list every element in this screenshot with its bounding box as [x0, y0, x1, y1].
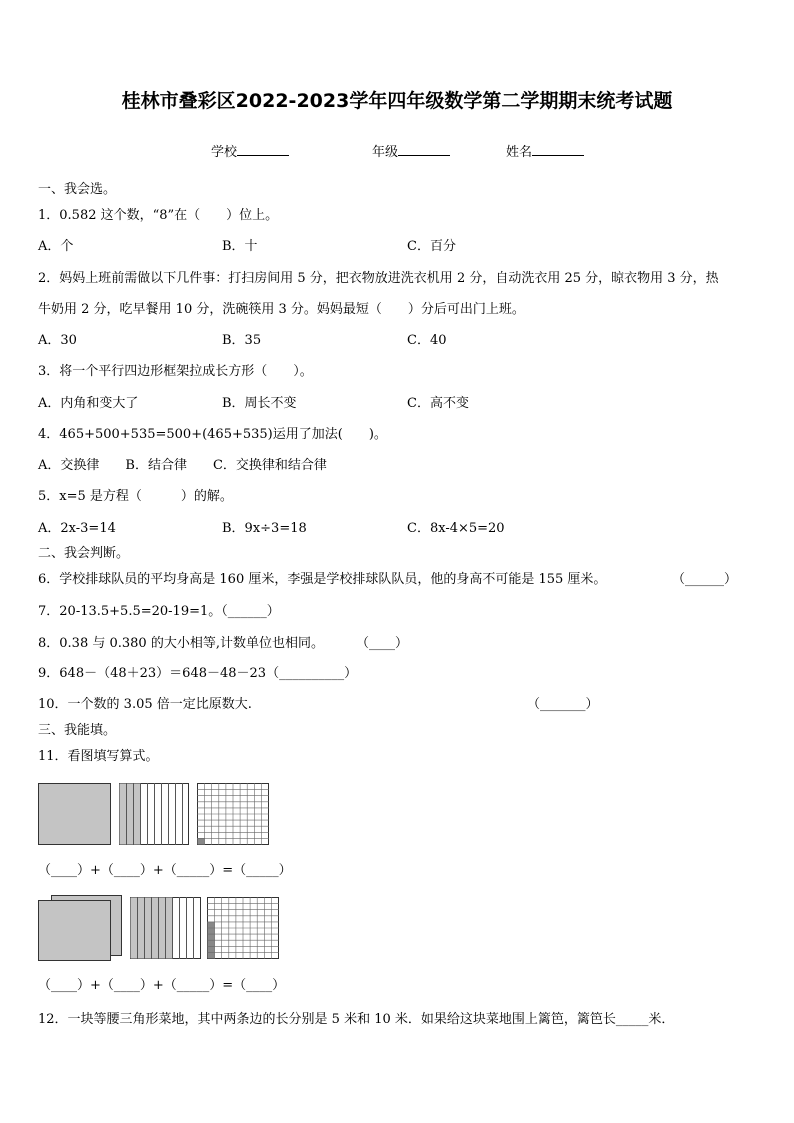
tenths-bars-figure-2 — [130, 897, 201, 959]
q2-option-b: B．35 — [222, 333, 262, 348]
school-blank[interactable] — [237, 143, 289, 156]
question-9: 9．648－（48＋23）＝648－48－23（__________） — [38, 666, 358, 681]
hundredths-grid-figure-2 — [207, 897, 279, 959]
name-blank[interactable] — [532, 143, 584, 156]
whole-square-front-figure — [38, 900, 111, 961]
hundredths-grid-figure — [197, 783, 269, 845]
section-heading-1: 一、我会选。 — [38, 182, 117, 197]
q1-option-b: B．十 — [222, 239, 258, 254]
question-2-line-2: 牛奶用 2 分，吃早餐用 10 分，洗碗筷用 3 分。妈妈最短（ ）分后可出门上班。 — [38, 302, 525, 317]
name-field — [506, 141, 584, 160]
section-heading-2: 二、我会判断。 — [38, 546, 130, 561]
question-10: 10．一个数的 3.05 倍一定比原数大. — [38, 697, 252, 712]
question-7: 7．20-13.5+5.5=20-19=1。（______） — [38, 604, 280, 619]
q4-options: A．交换律 B．结合律 C．交换律和结合律 — [38, 458, 327, 473]
q3-option-c: C．高不变 — [407, 396, 469, 411]
question-1: 1．0.582 这个数，“8”在（ ）位上。 — [38, 208, 279, 223]
q10-answer-paren[interactable]: （_______） — [527, 697, 599, 712]
q5-option-a: A．2x-3=14 — [38, 521, 116, 536]
q11-equation-2[interactable]: （____）+（____）+（_____）=（____） — [38, 978, 286, 993]
question-6: 6．学校排球队员的平均身高是 160 厘米，李强是学校排球队队员，他的身高不可能是 155 厘米。 — [38, 572, 607, 587]
question-4: 4．465+500+535=500+(465+535)运用了加法( )。 — [38, 427, 387, 442]
q1-option-a: A．个 — [38, 239, 74, 254]
school-field — [211, 141, 289, 160]
q2-option-a: A．30 — [38, 333, 77, 348]
question-12: 12．一块等腰三角形菜地，其中两条边的长分别是 5 米和 10 米．如果给这块菜地围上篱笆，篱笆长_____米． — [38, 1012, 675, 1027]
q1-option-c: C．百分 — [407, 239, 456, 254]
q8-answer-paren[interactable]: （____） — [356, 636, 409, 651]
grade-label: 年级 — [372, 145, 399, 160]
name-label: 姓名 — [506, 145, 533, 160]
question-8: 8．0.38 与 0.380 的大小相等,计数单位也相同。 — [38, 636, 324, 651]
q6-answer-paren[interactable]: （______） — [672, 572, 738, 587]
q2-option-c: C．40 — [407, 333, 447, 348]
q5-option-b: B．9x÷3=18 — [222, 521, 307, 536]
question-3: 3．将一个平行四边形框架拉成长方形（ ）。 — [38, 364, 313, 379]
question-5: 5．x=5 是方程（ ）的解。 — [38, 489, 233, 504]
page-title: 桂林市叠彩区2022-2023学年四年级数学第二学期期末统考试题 — [121, 90, 673, 112]
q5-option-c: C．8x-4×5=20 — [407, 521, 505, 536]
whole-square-figure — [38, 783, 111, 845]
question-11: 11．看图填写算式。 — [38, 749, 159, 764]
grade-blank[interactable] — [398, 143, 450, 156]
q11-equation-1[interactable]: （____）+（____）+（_____）=（_____） — [38, 863, 292, 878]
grade-field — [372, 141, 450, 160]
school-label: 学校 — [211, 145, 238, 160]
q3-option-a: A．内角和变大了 — [38, 396, 139, 411]
q3-option-b: B．周长不变 — [222, 396, 297, 411]
section-heading-3: 三、我能填。 — [38, 723, 117, 738]
question-2-line-1: 2．妈妈上班前需做以下几件事：打扫房间用 5 分，把衣物放进洗衣机用 2 分，自动洗衣用 25 分，晾衣物用 3 分，热 — [38, 271, 719, 286]
tenths-bars-figure — [119, 783, 189, 845]
